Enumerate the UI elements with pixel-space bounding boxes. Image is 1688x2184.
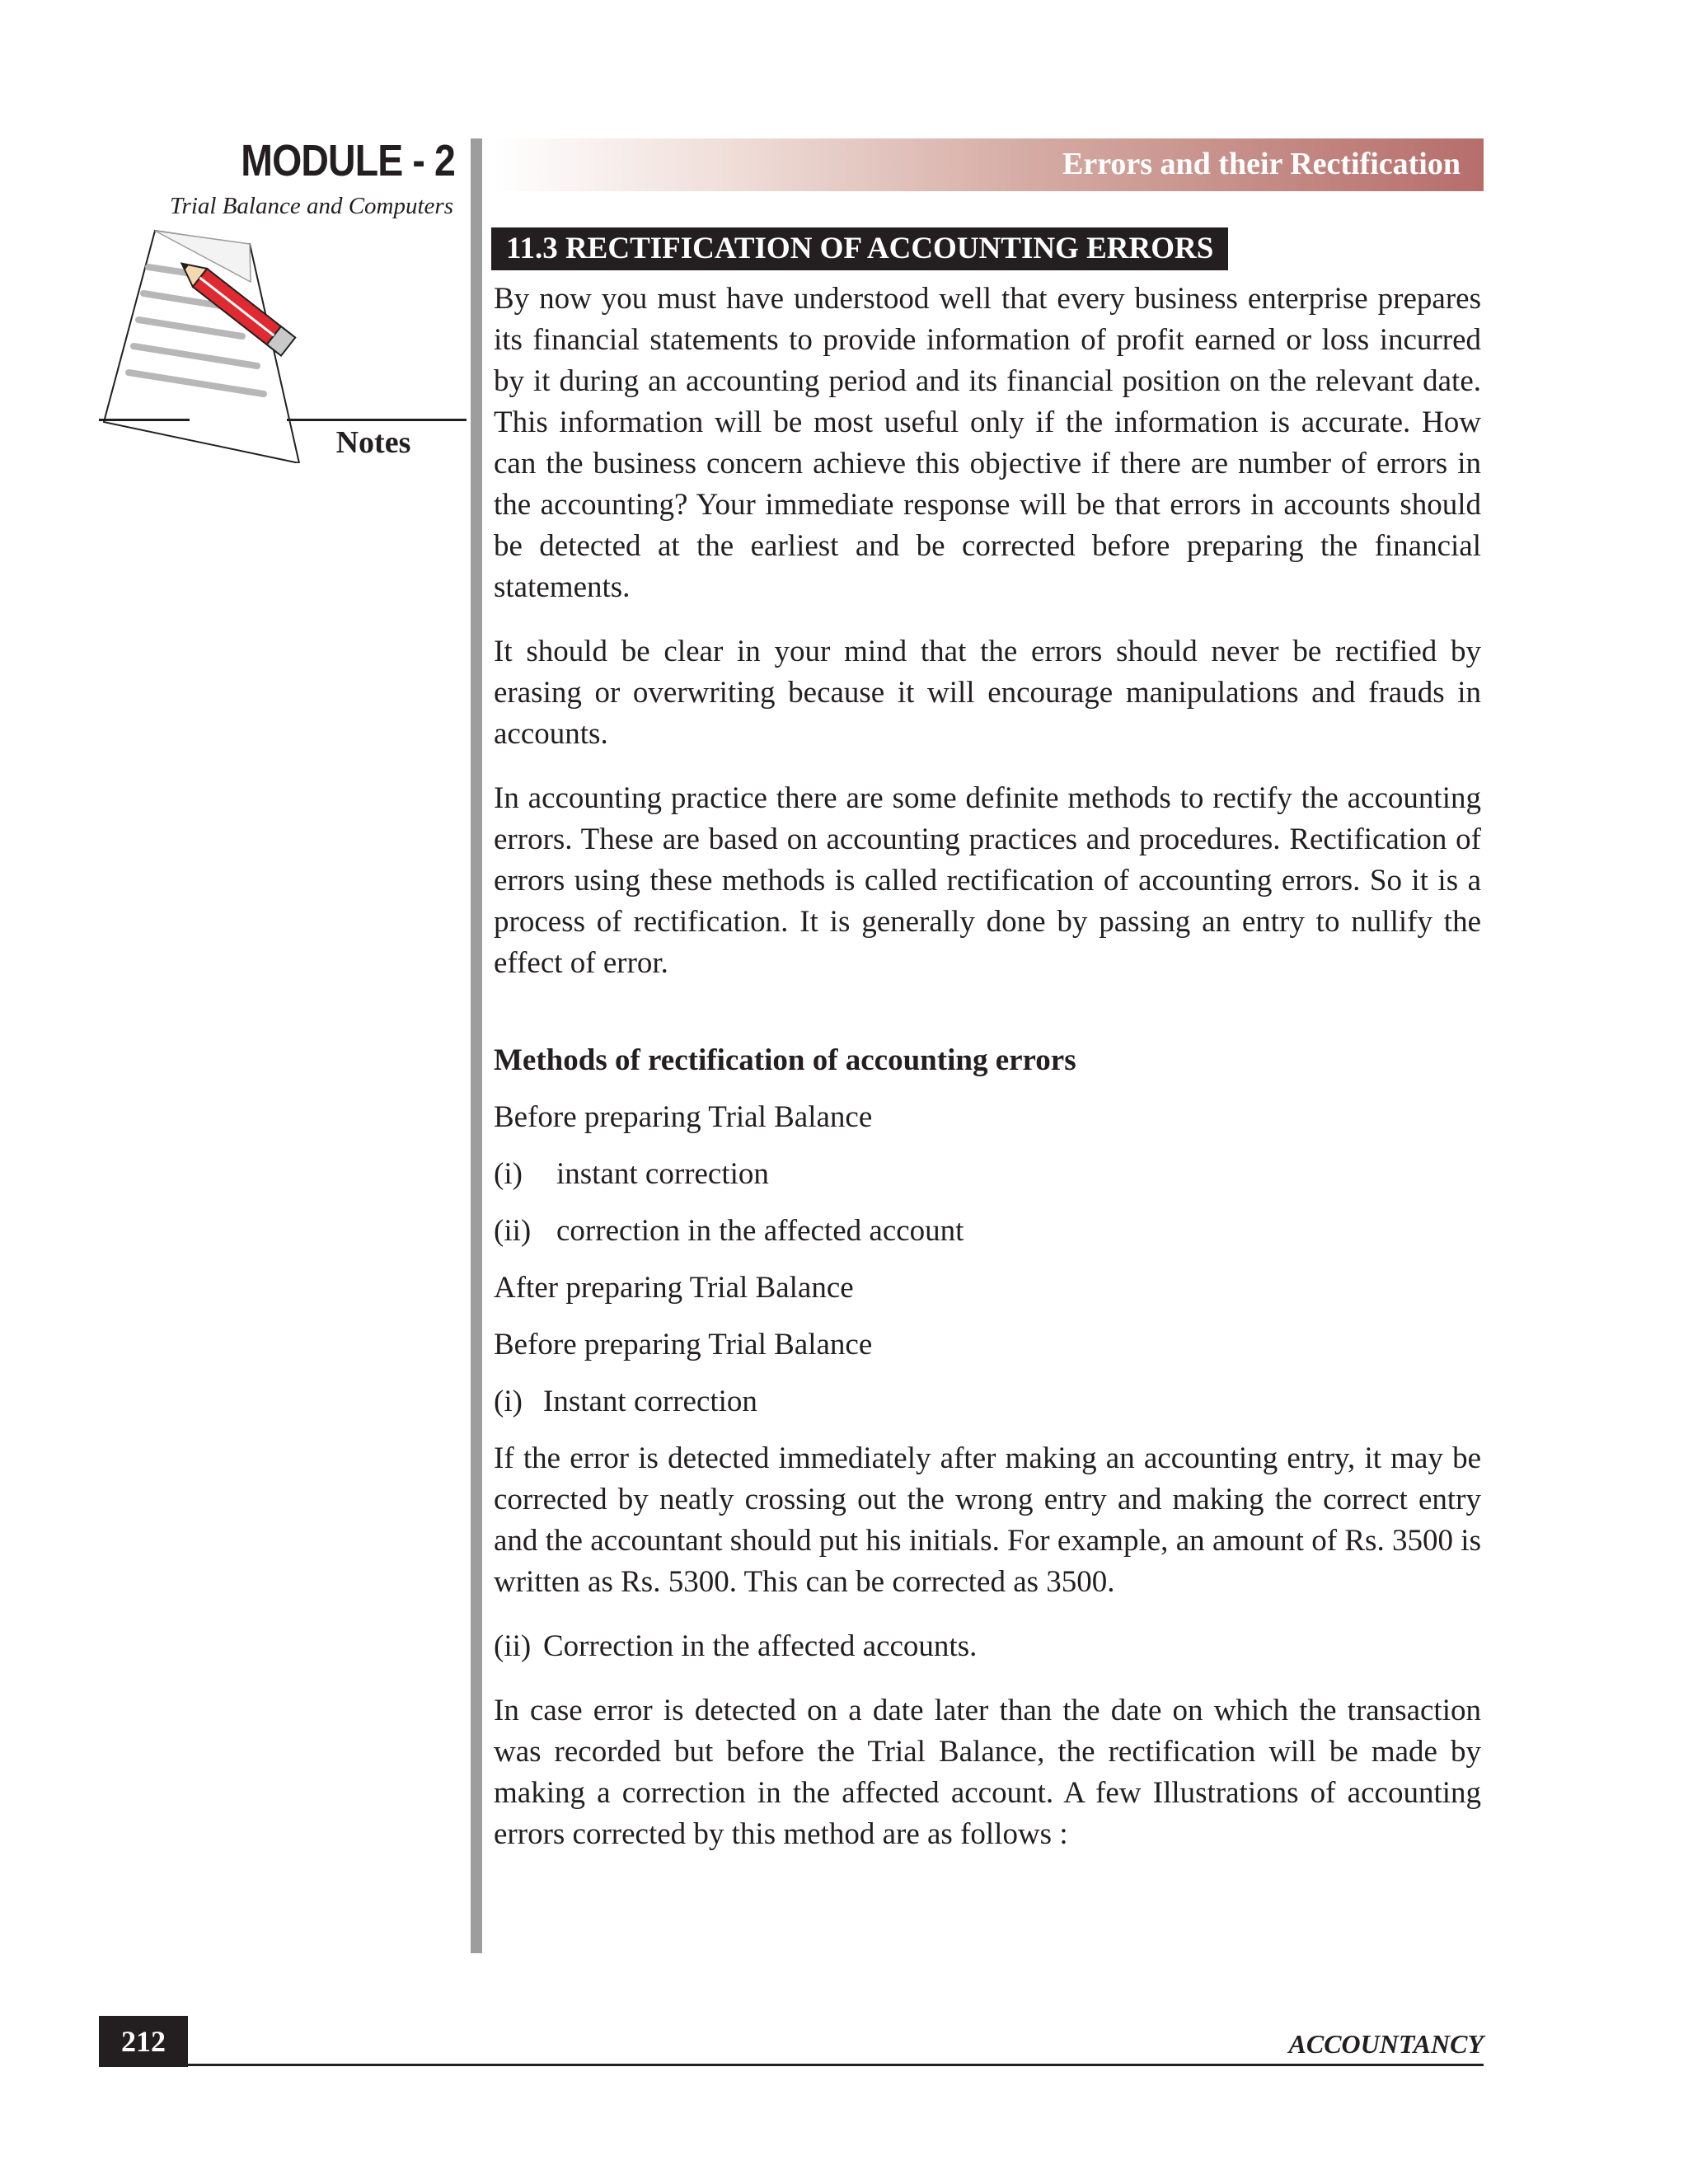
paragraph-affected-accounts: In case error is detected on a date later than the date on which the transaction was recorded but before the Trial Balance, the rectification will be made by making a correction in the affected account. A few Illustrations of accounting errors corrected by this method are as follows : [494,1694,1481,1851]
module-title: MODULE - 2 [241,136,455,185]
after-trial-balance-label: After preparing Trial Balance [494,1271,854,1305]
list-item-text: instant correction [556,1157,769,1191]
before-trial-balance-label: Before preparing Trial Balance [494,1100,873,1134]
chapter-title: Errors and their Rectification [1062,147,1461,181]
before-trial-balance-label-2: Before preparing Trial Balance [494,1328,873,1361]
module-subtitle: Trial Balance and Computers [170,193,453,219]
list-item [494,1154,1481,1195]
paragraph-methods-intro: In accounting practice there are some definite methods to rectify the accounting errors. These are based on accounting practices and procedures. Rectification of errors using these methods is called rectification of accounting errors. So it is a process of rectification. It is generally done by passing an entry to nullify the effect of error. [494,781,1481,980]
section-heading: 11.3 RECTIFICATION OF ACCOUNTING ERRORS [491,227,1228,270]
notes-rule-right [287,419,467,421]
list-item-text: correction in the affected account [556,1214,964,1248]
footer-book-title: ACCOUNTANCY [1288,2029,1484,2059]
item-title: Correction in the affected accounts. [543,1629,978,1663]
paragraph-intro: By now you must have understood well that every business enterprise prepares its financial statements to provide information of profit earned or loss incurred by it during an accounting period and its financial position on the relevant date. This information will be most useful only if the information is accurate. How can the business concern achieve this objective if there are number of errors in the accounting? Your immediate response will be that errors in accounts should be detected at the earliest and be corrected before preparing the financial statements. [494,282,1481,604]
notes-rule-left [99,419,190,421]
item-number: (ii) [494,1629,532,1663]
main-content [494,279,1481,1855]
page-number: 212 [99,2016,188,2067]
item-title: Instant correction [543,1385,757,1418]
item-affected-accounts [494,1626,1481,1667]
margin-divider [471,138,482,1953]
item-number: (i) [494,1385,523,1418]
notes-label: Notes [335,425,411,460]
paragraph-no-erasing: It should be clear in your mind that the errors should never be rectified by erasing or overwriting because it will encourage manipulations and frauds in accounts. [494,635,1481,751]
list-item-number: (i) [494,1157,523,1191]
chapter-banner [493,138,1484,191]
list-item [494,1211,1481,1252]
item-instant-correction [494,1381,1481,1422]
list-item-number: (ii) [494,1214,532,1248]
paragraph-instant-correction: If the error is detected immediately after making an accounting entry, it may be corrected by neatly crossing out the wrong entry and making the correct entry and the accountant should put his initials. For example, an amount of Rs. 3500 is written as Rs. 5300. This can be corrected as 3500. [494,1441,1481,1599]
methods-heading: Methods of rectification of accounting errors [494,1043,1076,1077]
footer-rule [99,2064,1484,2066]
